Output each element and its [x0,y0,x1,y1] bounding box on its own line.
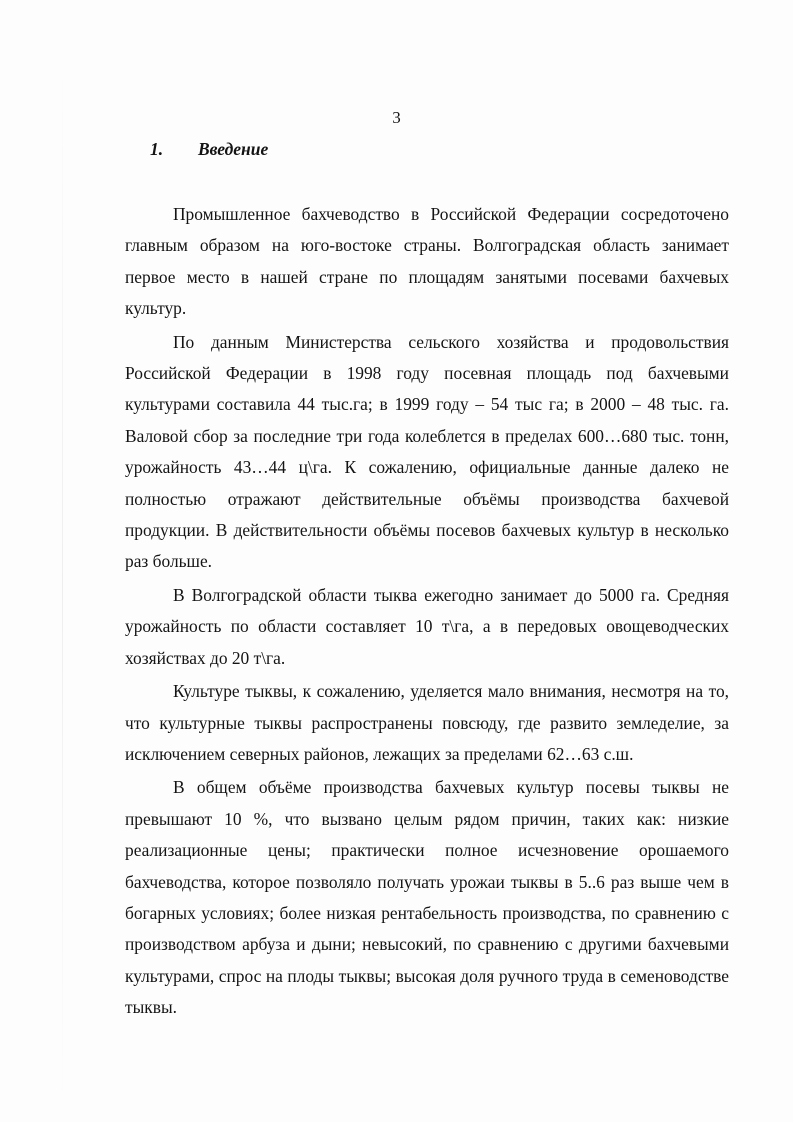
section-heading [150,138,268,160]
section-title: Введение [198,139,269,159]
section-number: 1. [150,139,164,159]
paragraph: Культуре тыквы, к сожалению, уделяется мало внимания, несмотря на то, что культурные тыквы распространены повсюду, где развито земледелие, за исключением северных районов, лежащих за пределами 62…63 с.ш. [125,681,729,764]
paragraph: По данным Министерства сельского хозяйства и продовольствия Российской Федерации в 1998 году посевная площадь под бахчевыми культурами составила 44 тыс.га; в 1999 году – 54 тыс га; в 2000 – 48 тыс. га. Валовой сбор за последние три года колеблется в пределах 600…680 тыс. тонн, урожайность 43…44 ц\га. К сожалению, официальные данные далеко не полностью отражают действительные объёмы производства бахчевой продукции. В действительности объёмы посевов бахчевых культур в несколько раз больше. [125,331,729,572]
page-number: 3 [392,108,401,127]
scan-edge-shadow [62,60,63,1110]
paragraph: В Волгоградской области тыква ежегодно занимает до 5000 га. Средняя урожайность по области составляет 10 т\га, а в передовых овощеводческих хозяйствах до 20 т\га. [125,584,729,668]
paragraph: В общем объёме производства бахчевых культур посевы тыквы не превышают 10 %, что вызвано целым рядом причин, таких как: низкие реализационные цены; практически полное исчезновение орошаемого бахчеводства, которое позволяло получать урожаи тыквы в 5..6 раз выше чем в богарных условиях; более низкая рентабельность производства, по сравнению с производством арбуза и дыни; невысокий, по сравнению с другими бахчевыми культурами, спрос на плоды тыквы; высокая доля ручного труда в семеноводстве тыквы. [125,777,729,1018]
body-text [125,199,729,1024]
paragraph: Промышленное бахчеводство в Российской Федерации сосредоточено главным образом на юго-востоке страны. Волгоградская область занимает первое место в нашей стране по площадям занятыми посевами бахчевых культур. [125,204,729,319]
